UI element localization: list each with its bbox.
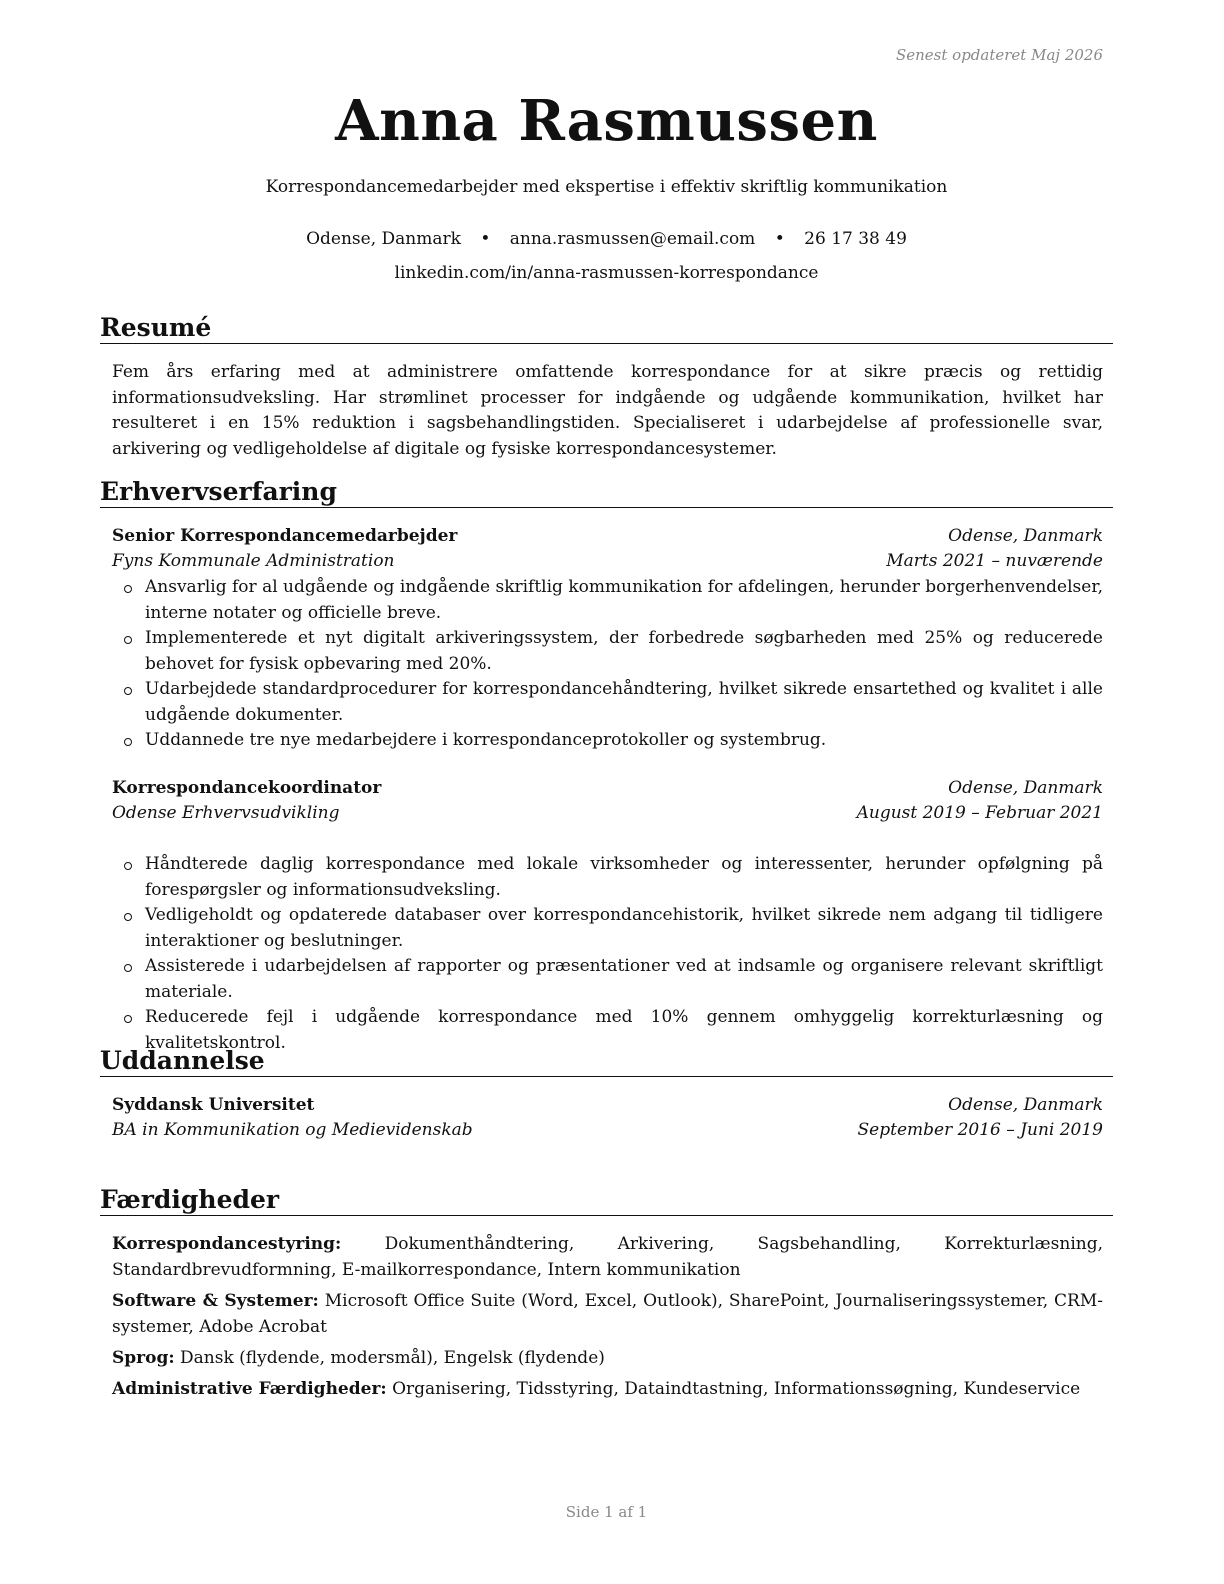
list-item: Assisterede i udarbejdelsen af rapporter og præsentationer ved at indsamle og organisere relevant skriftligt materiale. xyxy=(112,954,1103,1005)
list-item: Implementerede et nyt digitalt arkiveringssystem, der forbedrede søgbarheden med 25% og reducerede behovet for fysisk opbevaring med 20%. xyxy=(112,626,1103,677)
bullet-circle-icon xyxy=(124,913,132,921)
list-item: Vedligeholdt og opdaterede databaser over korrespondancehistorik, hvilket sikrede nem adgang til tidligere interaktioner og beslutninger. xyxy=(112,903,1103,954)
job-location: Odense, Danmark xyxy=(948,526,1103,546)
education-header xyxy=(112,1093,1103,1119)
section-heading-skills: Færdigheder xyxy=(100,1185,1113,1216)
bullet-circle-icon xyxy=(124,964,132,972)
skill-label: Sprog: xyxy=(112,1348,175,1368)
linkedin-link[interactable]: linkedin.com/in/anna-rasmussen-korrespondance xyxy=(394,263,819,283)
job-company: Odense Erhvervsudvikling xyxy=(112,803,340,823)
degree: BA in Kommunikation og Medievidenskab xyxy=(112,1120,473,1140)
skill-value: Dokumenthåndtering, Arkivering, Sagsbehandling, Korrekturlæsning, Standardbrevudformning, E-mailkorrespondance, Intern kommunikation xyxy=(112,1234,1103,1280)
education-subheader xyxy=(112,1118,1103,1144)
job-subheader xyxy=(112,801,1103,827)
bullet-circle-icon xyxy=(124,636,132,644)
skill-label: Software & Systemer: xyxy=(112,1291,319,1311)
resume-page xyxy=(100,0,1113,1584)
list-item: Reducerede fejl i udgående korrespondance med 10% gennem omhyggelig korrekturlæsning og kvalitetskontrol. xyxy=(112,1005,1103,1056)
job-bullets xyxy=(112,852,1103,1056)
job-dates: August 2019 – Februar 2021 xyxy=(856,803,1103,823)
list-item: Ansvarlig for al udgående og indgående skriftlig kommunikation for afdelingen, herunder borgerhenvendelser, interne notater og officielle breve. xyxy=(112,575,1103,626)
headline: Korrespondancemedarbejder med ekspertise i effektiv skriftlig kommunikation xyxy=(265,177,948,197)
skill-value: Organisering, Tidsstyring, Dataindtastning, Informationssøgning, Kundeservice xyxy=(392,1379,1081,1399)
job-subheader xyxy=(112,549,1103,575)
bullet-circle-icon xyxy=(124,1015,132,1023)
last-updated: Senest opdateret Maj 2026 xyxy=(895,46,1103,64)
job-title: Korrespondancekoordinator xyxy=(112,778,382,798)
skill-group xyxy=(112,1377,1103,1403)
list-item: Håndterede daglig korrespondance med lokale virksomheder og interessenter, herunder opfølgning på forespørgsler og informationsudveksling. xyxy=(112,852,1103,903)
section-heading-education: Uddannelse xyxy=(100,1046,1113,1077)
phone: 26 17 38 49 xyxy=(804,229,907,249)
skill-label: Korrespondancestyring: xyxy=(112,1234,342,1254)
section-heading-experience: Erhvervserfaring xyxy=(100,477,1113,508)
skill-value: Microsoft Office Suite (Word, Excel, Outlook), SharePoint, Journaliseringssystemer, CRM-systemer, Adobe Acrobat xyxy=(112,1291,1104,1337)
contact-line xyxy=(100,229,1113,249)
candidate-name: Anna Rasmussen xyxy=(335,88,878,154)
education-dates: September 2016 – Juni 2019 xyxy=(857,1120,1103,1140)
job-title: Senior Korrespondancemedarbejder xyxy=(112,526,458,546)
bullet-circle-icon xyxy=(124,687,132,695)
skill-group xyxy=(112,1289,1103,1340)
separator-dot: • xyxy=(774,229,785,249)
job-bullets xyxy=(112,575,1103,754)
section-heading-resume: Resumé xyxy=(100,313,1113,344)
job-header xyxy=(112,524,1103,550)
skill-group xyxy=(112,1232,1103,1283)
job-dates: Marts 2021 – nuværende xyxy=(886,551,1103,571)
list-item: Uddannede tre nye medarbejdere i korrespondanceprotokoller og systembrug. xyxy=(112,728,1103,754)
bullet-circle-icon xyxy=(124,585,132,593)
resume-text: Fem års erfaring med at administrere omfattende korrespondance for at sikre præcis og rettidig informationsudveksling. Har strømlinet processer for indgående og udgående kommunikation, hvilket har resulteret i en 15% reduktion i sagsbehandlingstiden. Specialiseret i udarbejdelse af professionelle svar, arkivering og vedligeholdelse af digitale og fysiske korrespondancesystemer. xyxy=(112,362,1103,459)
page-number: Side 1 af 1 xyxy=(565,1503,648,1521)
job-header xyxy=(112,776,1103,802)
skill-group xyxy=(112,1346,1103,1372)
list-item: Udarbejdede standardprocedurer for korrespondancehåndtering, hvilket sikrede ensartethed og kvalitet i alle udgående dokumenter. xyxy=(112,677,1103,728)
bullet-circle-icon xyxy=(124,738,132,746)
separator-dot: • xyxy=(480,229,491,249)
job-location: Odense, Danmark xyxy=(948,778,1103,798)
skill-label: Administrative Færdigheder: xyxy=(112,1379,387,1399)
bullet-circle-icon xyxy=(124,862,132,870)
location: Odense, Danmark xyxy=(306,229,461,249)
school-location: Odense, Danmark xyxy=(948,1095,1103,1115)
school-name: Syddansk Universitet xyxy=(112,1095,315,1115)
email-link[interactable]: anna.rasmussen@email.com xyxy=(509,229,756,249)
skill-value: Dansk (flydende, modersmål), Engelsk (flydende) xyxy=(180,1348,605,1368)
job-company: Fyns Kommunale Administration xyxy=(112,551,395,571)
